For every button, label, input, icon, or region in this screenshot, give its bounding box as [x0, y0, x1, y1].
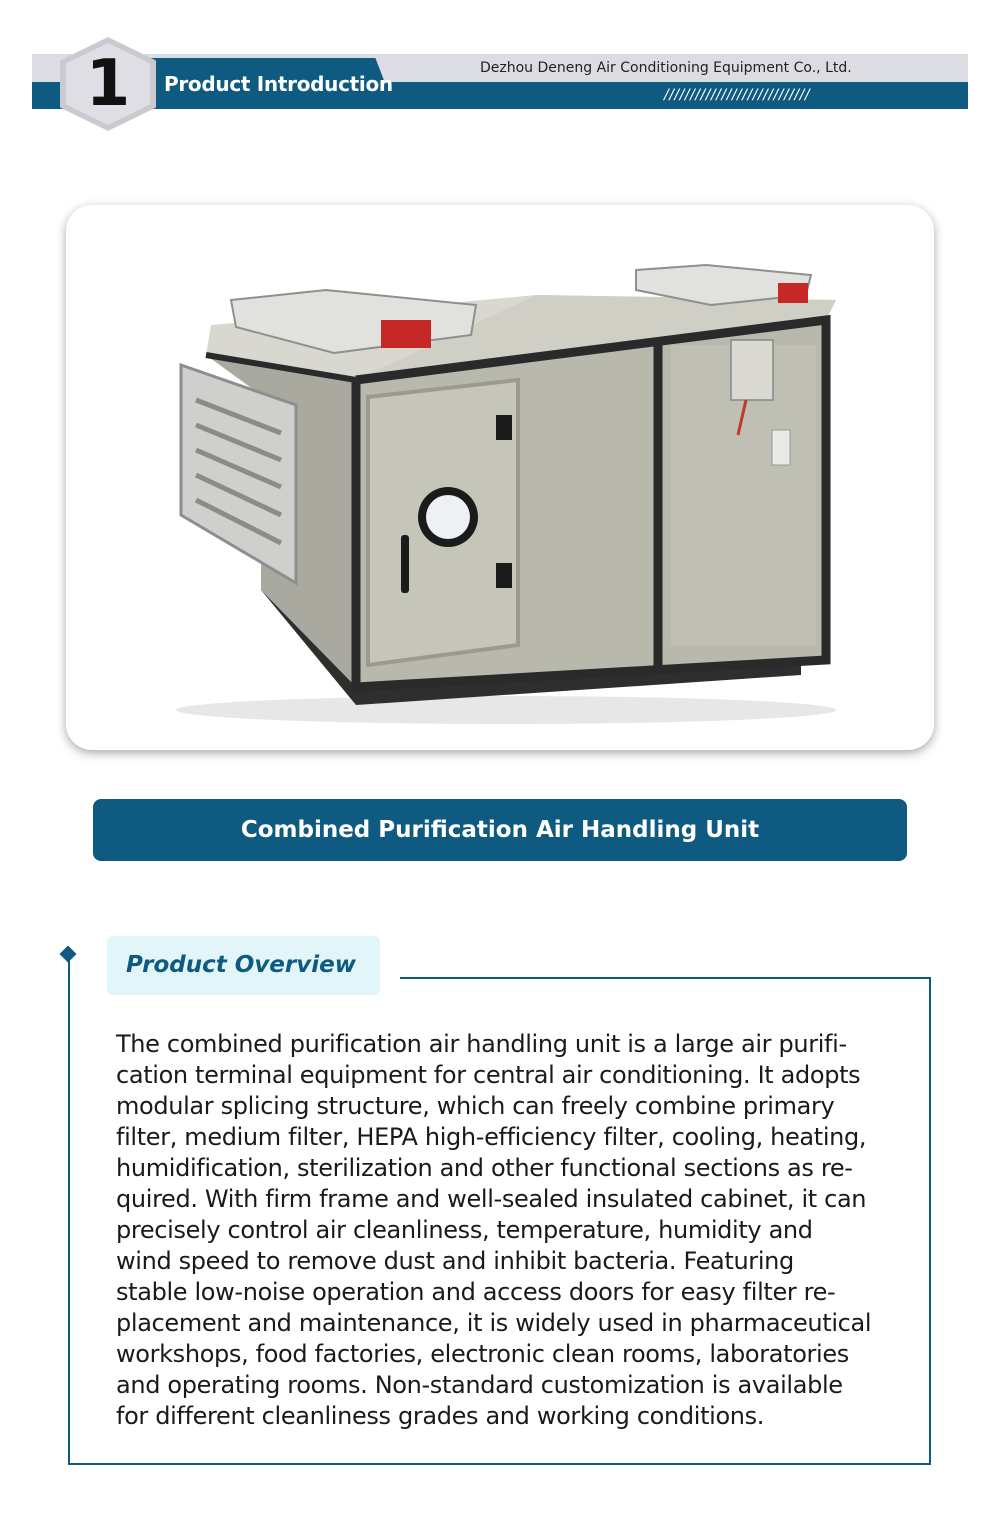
section-title: Product Introduction	[164, 72, 393, 96]
overview-line: for different cleanliness grades and working conditions.	[116, 1402, 765, 1430]
overview-line: precisely control air cleanliness, temperature, humidity and	[116, 1216, 813, 1244]
header-slash-decoration: ////////////////////////////	[664, 87, 811, 103]
overview-line: humidification, sterilization and other functional sections as re-	[116, 1154, 853, 1182]
overview-border-left	[68, 958, 70, 1465]
section-number: 1	[85, 47, 131, 121]
product-caption: Combined Purification Air Handling Unit	[93, 799, 907, 861]
overview-border-right	[929, 977, 931, 1465]
overview-line: The combined purification air handling unit is a large air purifi-	[116, 1030, 847, 1058]
overview-border-bottom	[68, 1463, 931, 1465]
overview-text	[116, 1029, 916, 1432]
overview-line: stable low-noise operation and access doors for easy filter re-	[116, 1278, 836, 1306]
overview-line: cation terminal equipment for central air conditioning. It adopts	[116, 1061, 861, 1089]
overview-line: quired. With firm frame and well-sealed insulated cabinet, it can	[116, 1185, 867, 1213]
product-image-card	[66, 205, 934, 750]
overview-line: and operating rooms. Non-standard customization is available	[116, 1371, 843, 1399]
overview-line: filter, medium filter, HEPA high-efficiency filter, cooling, heating,	[116, 1123, 867, 1151]
overview-line: placement and maintenance, it is widely used in pharmaceutical	[116, 1309, 872, 1337]
overview-border-top	[400, 977, 931, 979]
overview-line: workshops, food factories, electronic clean rooms, laboratories	[116, 1340, 849, 1368]
overview-title: Product Overview	[126, 952, 356, 978]
overview-line: modular splicing structure, which can freely combine primary	[116, 1092, 835, 1120]
air-handling-unit-illustration	[66, 205, 934, 750]
company-name: Dezhou Deneng Air Conditioning Equipment Co., Ltd.	[480, 60, 852, 76]
overview-line: wind speed to remove dust and inhibit bacteria. Featuring	[116, 1247, 794, 1275]
